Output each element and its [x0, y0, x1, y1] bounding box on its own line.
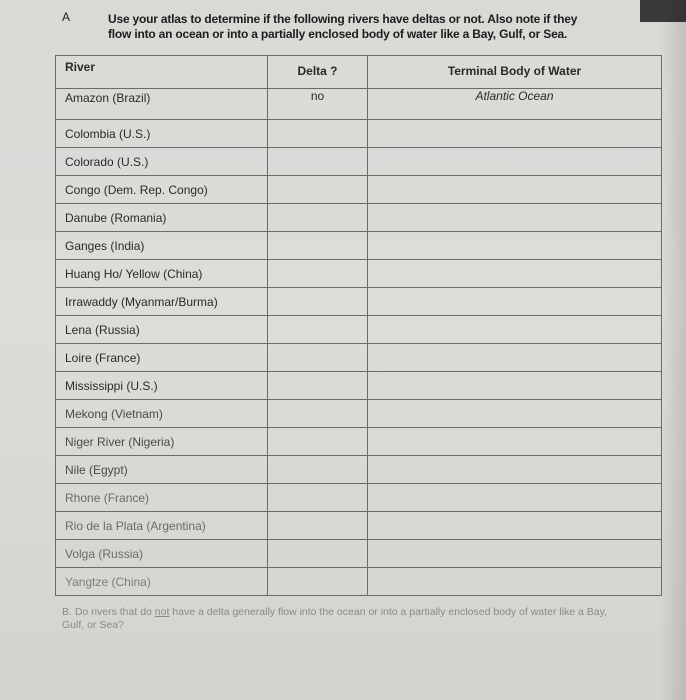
delta-cell[interactable] [268, 232, 368, 260]
delta-cell[interactable] [268, 372, 368, 400]
table-row [56, 484, 662, 512]
table-row [56, 204, 662, 232]
table-row [56, 568, 662, 596]
terminal-body-cell[interactable] [368, 484, 662, 512]
section-letter: A [62, 10, 71, 24]
question-b [62, 606, 622, 632]
rivers-table [55, 55, 662, 596]
table-row [56, 89, 662, 120]
river-name-cell: Danube (Romania) [56, 204, 268, 232]
delta-cell[interactable] [268, 484, 368, 512]
river-name-cell: Niger River (Nigeria) [56, 428, 268, 456]
instructions-text: Use your atlas to determine if the following rivers have deltas or not. Also note if they flow into an ocean or into a partially enclosed body of water like a Bay, Gulf, or Sea. [108, 12, 578, 41]
table-row [56, 344, 662, 372]
river-name-cell: Mississippi (U.S.) [56, 372, 268, 400]
table-header-row [56, 56, 662, 89]
terminal-body-cell[interactable]: Atlantic Ocean [368, 89, 662, 120]
river-name-cell: Lena (Russia) [56, 316, 268, 344]
table-row [56, 400, 662, 428]
table-row [56, 316, 662, 344]
river-name-cell: Amazon (Brazil) [56, 89, 268, 120]
terminal-body-cell[interactable] [368, 372, 662, 400]
table-row [56, 288, 662, 316]
table-row [56, 540, 662, 568]
delta-cell[interactable] [268, 176, 368, 204]
river-name-cell: Yangtze (China) [56, 568, 268, 596]
delta-cell[interactable]: no [268, 89, 368, 120]
terminal-body-cell[interactable] [368, 400, 662, 428]
table-row [56, 372, 662, 400]
delta-cell[interactable] [268, 540, 368, 568]
river-name-cell: Rhone (France) [56, 484, 268, 512]
delta-cell[interactable] [268, 512, 368, 540]
terminal-body-cell[interactable] [368, 260, 662, 288]
header-delta: Delta ? [268, 56, 368, 89]
question-b-emphasis: not [154, 606, 170, 618]
delta-cell[interactable] [268, 288, 368, 316]
delta-cell[interactable] [268, 120, 368, 148]
terminal-body-cell[interactable] [368, 512, 662, 540]
header-terminal-body: Terminal Body of Water [368, 56, 662, 89]
delta-cell[interactable] [268, 148, 368, 176]
terminal-body-cell[interactable] [368, 344, 662, 372]
table-row [56, 148, 662, 176]
terminal-body-cell[interactable] [368, 148, 662, 176]
terminal-body-cell[interactable] [368, 288, 662, 316]
delta-cell[interactable] [268, 344, 368, 372]
river-name-cell: Ganges (India) [56, 232, 268, 260]
delta-cell[interactable] [268, 400, 368, 428]
river-name-cell: Rio de la Plata (Argentina) [56, 512, 268, 540]
river-name-cell: Loire (France) [56, 344, 268, 372]
header-river: River [56, 56, 268, 89]
table-row [56, 512, 662, 540]
terminal-body-cell[interactable] [368, 316, 662, 344]
table-row [56, 456, 662, 484]
river-name-cell: Volga (Russia) [56, 540, 268, 568]
river-name-cell: Congo (Dem. Rep. Congo) [56, 176, 268, 204]
river-name-cell: Colombia (U.S.) [56, 120, 268, 148]
table-row [56, 428, 662, 456]
river-name-cell: Mekong (Vietnam) [56, 400, 268, 428]
terminal-body-cell[interactable] [368, 204, 662, 232]
river-name-cell: Colorado (U.S.) [56, 148, 268, 176]
table-body [56, 89, 662, 596]
delta-cell[interactable] [268, 568, 368, 596]
delta-cell[interactable] [268, 204, 368, 232]
terminal-body-cell[interactable] [368, 456, 662, 484]
terminal-body-cell[interactable] [368, 176, 662, 204]
delta-cell[interactable] [268, 428, 368, 456]
river-name-cell: Irrawaddy (Myanmar/Burma) [56, 288, 268, 316]
river-name-cell: Nile (Egypt) [56, 456, 268, 484]
table-row [56, 176, 662, 204]
table-row [56, 232, 662, 260]
question-b-prefix: B. Do rivers that do [62, 606, 155, 618]
terminal-body-cell[interactable] [368, 120, 662, 148]
table-row [56, 260, 662, 288]
terminal-body-cell[interactable] [368, 568, 662, 596]
question-b-suffix: have a delta generally flow into the ocean or into a partially enclosed body of water like a Bay, Gulf, or Sea? [62, 606, 607, 631]
delta-cell[interactable] [268, 260, 368, 288]
terminal-body-cell[interactable] [368, 428, 662, 456]
terminal-body-cell[interactable] [368, 540, 662, 568]
terminal-body-cell[interactable] [368, 232, 662, 260]
table-row [56, 120, 662, 148]
delta-cell[interactable] [268, 316, 368, 344]
river-name-cell: Huang Ho/ Yellow (China) [56, 260, 268, 288]
page-shadow [660, 0, 686, 700]
delta-cell[interactable] [268, 456, 368, 484]
